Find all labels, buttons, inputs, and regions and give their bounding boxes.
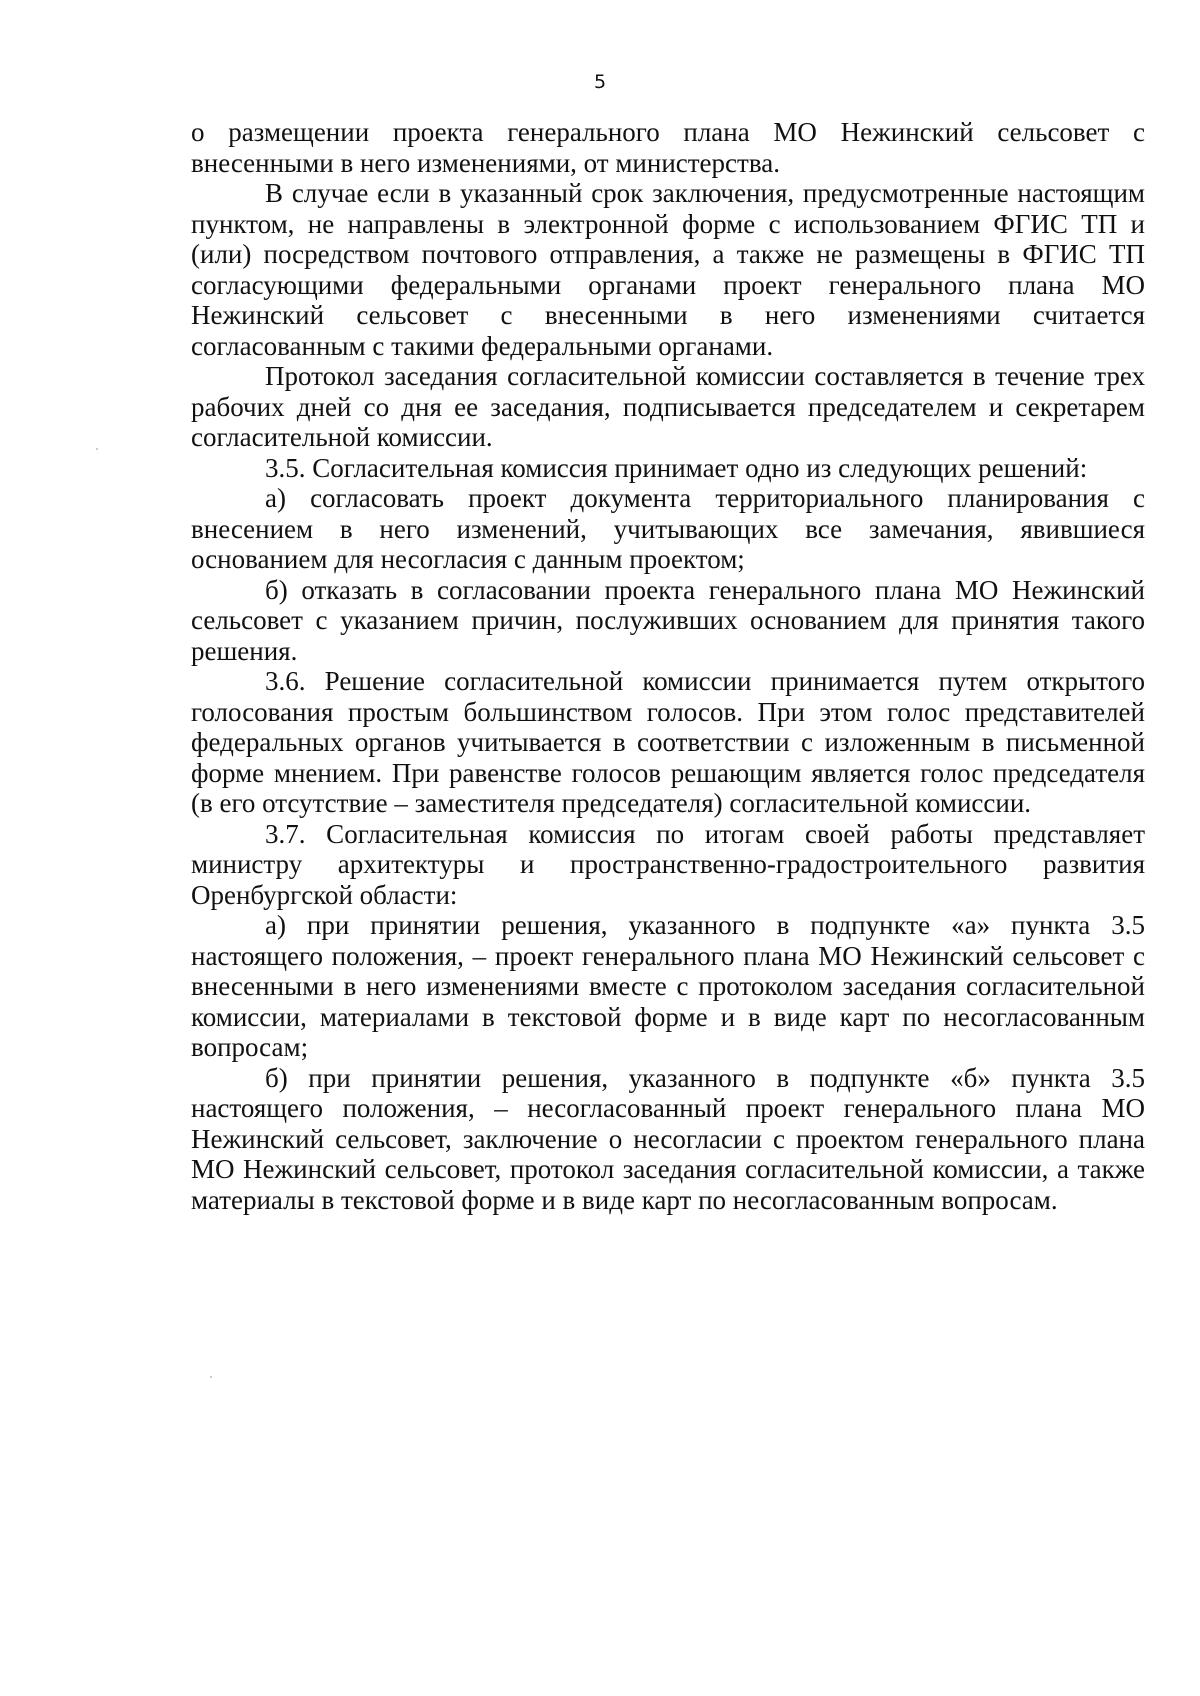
paragraph-continuation: о размещении проекта генерального плана МО Нежинский сельсовет с внесенными в него изменениями, от министерства. bbox=[191, 117, 1145, 178]
scan-dot bbox=[210, 1376, 212, 1378]
document-body bbox=[191, 117, 1145, 1215]
scan-dot bbox=[96, 448, 98, 450]
paragraph-3-7-a: а) при принятии решения, указанного в подпункте «а» пункта 3.5 настоящего положения, – проект генерального плана МО Нежинский сельсовет с внесенными в него изменениями вместе с протоколом заседания согласительной комиссии, материалами в текстовой форме и в виде карт по несогласованным вопросам; bbox=[191, 910, 1145, 1062]
page-number: 5 bbox=[593, 71, 607, 93]
paragraph-3-5: 3.5. Согласительная комиссия принимает одно из следующих решений: bbox=[265, 452, 1088, 483]
paragraph-deadline-approval: В случае если в указанный срок заключения, предусмотренные настоящим пунктом, не направлены в электронной форме с использованием ФГИС ТП и (или) посредством почтового отправления, а также не размещены в ФГИС ТП согласующими федеральными органами проект генерального плана МО Нежинский сельсовет с внесенными в него изменениями считается согласованным с такими федеральными органами. bbox=[191, 178, 1145, 361]
paragraph-meeting-protocol: Протокол заседания согласительной комиссии составляется в течение трех рабочих дней со дня ее заседания, подписывается председателем и секретарем согласительной комиссии. bbox=[191, 361, 1145, 452]
paragraph-3-6: 3.6. Решение согласительной комиссии принимается путем открытого голосования простым большинством голосов. При этом голос представителей федеральных органов учитывается в соответствии с изложенным в письменной форме мнением. При равенстве голосов решающим является голос председателя (в его отсутствие – заместителя председателя) согласительной комиссии. bbox=[191, 666, 1145, 818]
paragraph-3-7-b: б) при принятии решения, указанного в подпункте «б» пункта 3.5 настоящего положения, – несогласованный проект генерального плана МО Нежинский сельсовет, заключение о несогласии с проектом генерального плана МО Нежинский сельсовет, протокол заседания согласительной комиссии, а также материалы в текстовой форме и в виде карт по несогласованным вопросам. bbox=[191, 1062, 1145, 1215]
paragraph-3-5-b: б) отказать в согласовании проекта генерального плана МО Нежинский сельсовет с указанием причин, послуживших основанием для принятия такого решения. bbox=[191, 574, 1145, 666]
paragraph-3-7: 3.7. Согласительная комиссия по итогам своей работы представляет министру архитектуры и пространственно-градостроительного развития Оренбургской области: bbox=[191, 818, 1145, 910]
paragraph-3-5-a: а) согласовать проект документа территориального планирования с внесением в него изменений, учитывающих все замечания, явившиеся основанием для несогласия с данным проектом; bbox=[191, 483, 1145, 574]
